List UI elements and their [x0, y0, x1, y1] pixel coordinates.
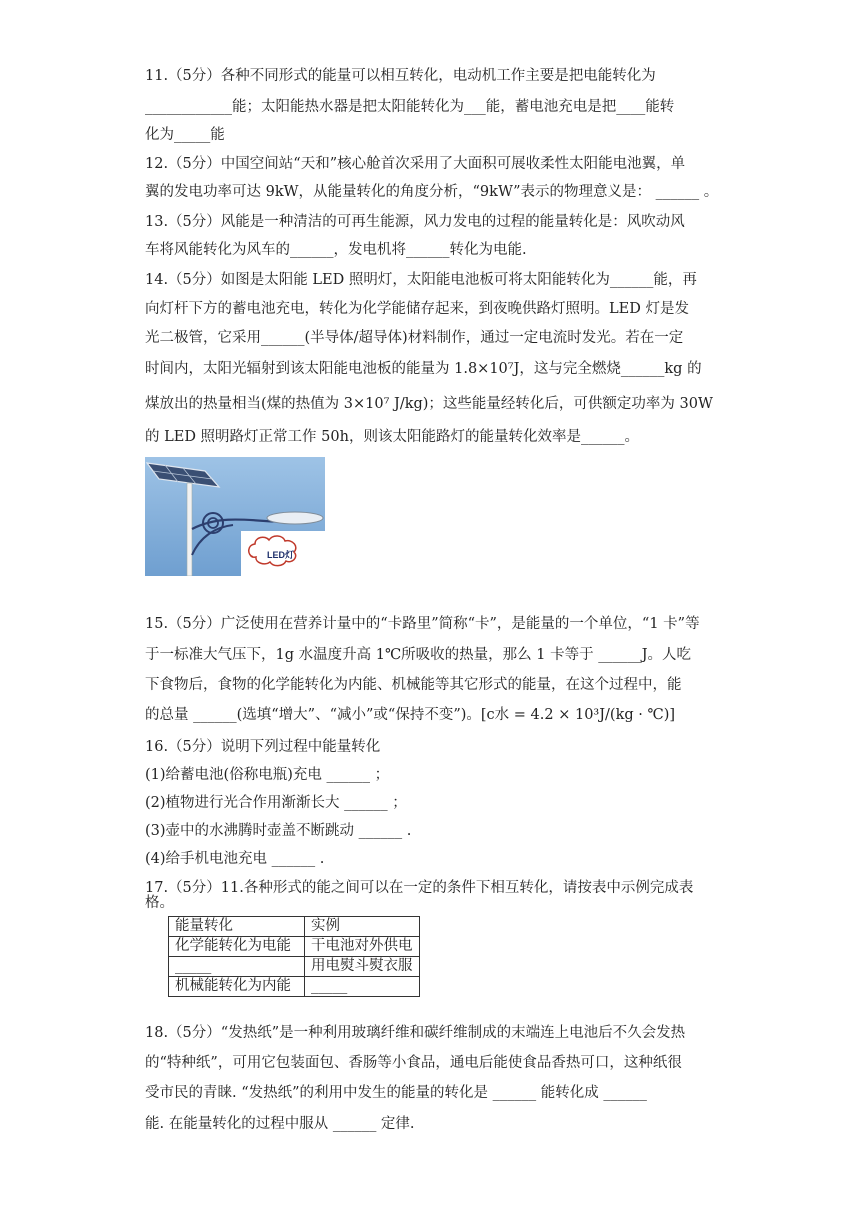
q15-line-4: 的总量 ______(选填“增大”、“减小”或“保持不变”)。[c水 = 4.2 × 10³J/(kg · ℃)]	[145, 707, 676, 723]
q16-line-1: 16.（5分）说明下列过程中能量转化	[145, 739, 381, 755]
q14-line-6: 的 LED 照明路灯正常工作 50h，则该太阳能路灯的能量转化效率是______。	[145, 429, 639, 445]
q18-line-2: 的“特种纸”，可用它包装面包、香肠等小食品，通电后能使食品香热可口，这种纸很	[145, 1055, 682, 1071]
q14-line-1: 14.（5分）如图是太阳能 LED 照明灯，太阳能电池板可将太阳能转化为______能，再	[145, 272, 697, 288]
table-cell: 干电池对外供电	[305, 937, 420, 957]
table-row	[169, 917, 420, 937]
table-cell: 机械能转化为内能	[169, 977, 305, 997]
q12-line-1: 12.（5分）中国空间站“天和”核心舱首次采用了大面积可展收柔性太阳能电池翼，单	[145, 156, 686, 172]
table-cell: 能量转化	[169, 917, 305, 937]
table-cell: 用电熨斗熨衣服	[305, 957, 420, 977]
table-cell: _____	[169, 957, 305, 977]
table-row	[169, 937, 420, 957]
q18-line-3: 受市民的青睐. “发热纸”的利用中发生的能量的转化是 ______ 能转化成 ______	[145, 1085, 647, 1101]
q14-line-5: 煤放出的热量相当(煤的热值为 3×10⁷ J/kg)；这些能量经转化后，可供额定功率为 30W	[145, 396, 713, 412]
q17-line-1: 17.（5分）11.各种形式的能之间可以在一定的条件下相互转化，请按表中示例完成表	[145, 880, 694, 896]
q14-line-4: 时间内，太阳光辐射到该太阳能电池板的能量为 1.8×10⁷J，这与完全燃烧______kg 的	[145, 361, 702, 377]
solar-led-streetlight-figure	[145, 457, 325, 576]
q18-line-1: 18.（5分）“发热纸”是一种利用玻璃纤维和碳纤维制成的末端连上电池后不久会发热	[145, 1025, 686, 1041]
table-cell: 实例	[305, 917, 420, 937]
q13-line-1: 13.（5分）风能是一种清洁的可再生能源，风力发电的过程的能量转化是：风吹动风	[145, 214, 685, 230]
q14-line-2: 向灯杆下方的蓄电池充电，转化为化学能储存起来，到夜晚供路灯照明。LED 灯是发	[145, 301, 689, 317]
q18-line-4: 能. 在能量转化的过程中服从 ______ 定律.	[145, 1116, 415, 1132]
q11-line-1: 11.（5分）各种不同形式的能量可以相互转化，电动机工作主要是把电能转化为	[145, 68, 656, 84]
q16-item-2: (2)植物进行光合作用渐渐长大 ______ ；	[145, 795, 407, 811]
q15-line-3: 下食物后，食物的化学能转化为内能、机械能等其它形式的能量，在这个过程中，能	[145, 677, 682, 693]
led-sign-label: LED灯	[267, 550, 295, 560]
q15-line-1: 15.（5分）广泛使用在营养计量中的“卡路里”简称“卡”，是能量的一个单位，“1 卡”等	[145, 616, 700, 632]
q16-item-3: (3)壶中的水沸腾时壶盖不断跳动 ______ .	[145, 823, 412, 839]
q15-line-2: 于一标准大气压下，1g 水温度升高 1℃所吸收的热量，那么 1 卡等于 ______J。人吃	[145, 647, 692, 663]
q11-line-2: ____________能；太阳能热水器是把太阳能转化为___能，蓄电池充电是把____能转	[145, 99, 675, 115]
q16-item-4: (4)给手机电池充电 ______ .	[145, 851, 325, 867]
energy-conversion-table	[168, 916, 420, 997]
q14-line-3: 光二极管，它采用______(半导体/超导体)材料制作，通过一定电流时发光。若在一定	[145, 330, 684, 346]
table-row	[169, 957, 420, 977]
q11-line-3: 化为_____能	[145, 127, 225, 143]
q16-item-1: (1)给蓄电池(俗称电瓶)充电 ______ ；	[145, 767, 390, 783]
table-cell: 化学能转化为电能	[169, 937, 305, 957]
q17-line-2: 格。	[145, 895, 174, 911]
table-row	[169, 977, 420, 997]
q13-line-2: 车将风能转化为风车的______，发电机将______转化为电能.	[145, 242, 527, 258]
table-cell: _____	[305, 977, 420, 997]
q12-line-2: 翼的发电功率可达 9kW，从能量转化的角度分析，“9kW”表示的物理意义是： ______ 。	[145, 184, 719, 200]
